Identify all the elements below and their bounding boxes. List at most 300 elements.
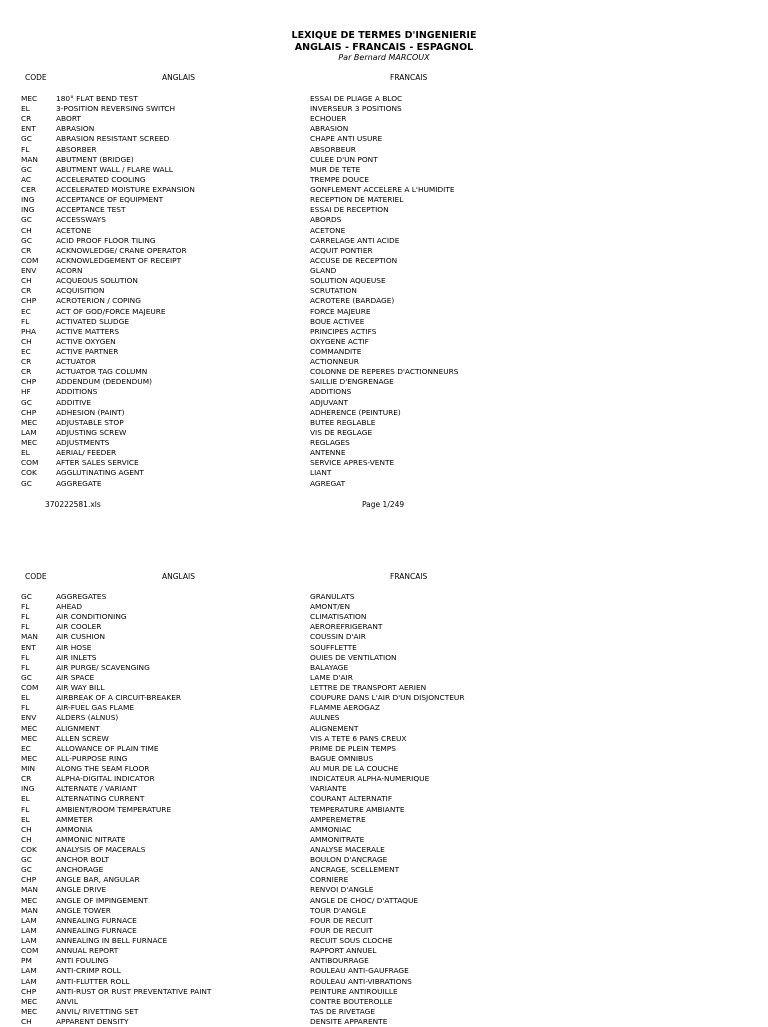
code-cell: CHP: [21, 875, 37, 885]
french-term-cell: SERVICE APRES-VENTE: [310, 458, 395, 468]
french-term-cell: FOUR DE RECUIT: [310, 925, 373, 935]
english-term-cell: ACTUATOR: [56, 357, 96, 367]
french-term-cell: ABORDS: [310, 215, 342, 225]
french-term-cell: ANALYSE MACERALE: [310, 845, 385, 854]
english-term-cell: ANGLE DRIVE: [56, 885, 107, 895]
glossary-row: [0, 286, 768, 296]
glossary-row: [0, 835, 768, 845]
french-term-cell: LIANT: [310, 468, 332, 478]
glossary-row: [0, 703, 768, 713]
glossary-row: [0, 855, 768, 865]
french-term-cell: LETTRE DE TRANSPORT AERIEN: [310, 683, 427, 693]
code-cell: LAM: [21, 966, 37, 976]
english-term-cell: ANNUAL REPORT: [56, 946, 119, 956]
glossary-row: [0, 134, 768, 144]
glossary-row: [0, 592, 768, 602]
code-cell: MEC: [21, 438, 38, 448]
english-term-cell: ACQUEOUS SOLUTION: [56, 276, 138, 286]
code-cell: FL: [21, 316, 30, 326]
english-term-cell: ANNEALING FURNACE: [56, 915, 137, 925]
glossary-row: [0, 693, 768, 703]
english-term-cell: AIR-FUEL GAS FLAME: [56, 703, 134, 713]
code-cell: CHP: [21, 296, 37, 306]
glossary-row: [0, 875, 768, 885]
code-cell: COK: [21, 845, 37, 854]
french-term-cell: GONFLEMENT ACCELERE A L'HUMIDITE: [310, 185, 455, 195]
glossary-row: [0, 307, 768, 317]
code-cell: CHP: [21, 986, 37, 996]
french-term-cell: SOLUTION AQUEUSE: [310, 276, 386, 286]
code-cell: GC: [21, 855, 32, 865]
french-term-cell: MUR DE TETE: [310, 164, 361, 174]
code-cell: EL: [21, 104, 30, 114]
french-term-cell: BUTEE REGLABLE: [310, 417, 376, 427]
glossary-row: [0, 815, 768, 825]
english-term-cell: ACETONE: [56, 225, 92, 235]
english-term-cell: ACCELERATED MOISTURE EXPANSION: [56, 185, 195, 195]
glossary-row: [0, 673, 768, 683]
footer-page-number: Page 1/249: [362, 500, 405, 509]
french-term-cell: AMMONIAC: [310, 824, 352, 834]
glossary-row: [0, 1017, 768, 1027]
code-cell: MEC: [21, 723, 38, 733]
code-cell: PHA: [21, 326, 37, 336]
glossary-row: [0, 632, 768, 642]
english-term-cell: AIR SPACE: [56, 672, 95, 682]
english-term-cell: ANVIL/ RIVETTING SET: [56, 1006, 139, 1016]
english-term-cell: ADJUSTING SCREW: [56, 427, 127, 437]
code-cell: MIN: [21, 764, 36, 774]
glossary-row: [0, 256, 768, 266]
code-cell: CR: [21, 245, 32, 255]
code-cell: EC: [21, 743, 31, 753]
code-cell: EC: [21, 347, 31, 356]
code-cell: ING: [21, 205, 35, 215]
english-term-cell: AIR CUSHION: [56, 632, 106, 642]
glossary-row: [0, 377, 768, 387]
english-term-cell: AMBIENT/ROOM TEMPERATURE: [56, 804, 172, 814]
english-term-cell: ANTI-FLUTTER ROLL: [56, 976, 130, 986]
french-term-cell: PRINCIPES ACTIFS: [310, 326, 377, 336]
english-term-cell: ANTI FOULING: [56, 956, 109, 966]
english-term-cell: ACKNOWLEDGE/ CRANE OPERATOR: [56, 245, 187, 255]
english-term-cell: 180° FLAT BEND TEST: [56, 94, 138, 103]
english-term-cell: ABRASION RESISTANT SCREED: [56, 134, 170, 144]
glossary-row: [0, 946, 768, 956]
code-cell: COK: [21, 468, 37, 478]
english-term-cell: 3-POSITION REVERSING SWITCH: [56, 104, 176, 114]
english-term-cell: ACTIVE OXYGEN: [56, 336, 116, 346]
english-term-cell: ACCELERATED COOLING: [56, 174, 146, 184]
french-term-cell: AEROREFRIGERANT: [310, 622, 383, 632]
code-cell: CER: [21, 185, 36, 195]
english-term-cell: ACCESSWAYS: [56, 215, 106, 225]
french-term-cell: ANGLE DE CHOC/ D'ATTAQUE: [310, 895, 419, 905]
french-term-cell: ANCRAGE, SCELLEMENT: [310, 865, 400, 875]
glossary-row: [0, 622, 768, 632]
english-term-cell: ALPHA-DIGITAL INDICATOR: [56, 774, 155, 784]
code-cell: CH: [21, 276, 32, 286]
french-term-cell: ADJUVANT: [310, 397, 349, 407]
english-term-cell: ALLEN SCREW: [56, 733, 109, 743]
code-cell: FL: [21, 612, 30, 622]
glossary-row: [0, 805, 768, 815]
french-term-cell: CULEE D'UN PONT: [310, 154, 378, 164]
glossary-row: [0, 347, 768, 357]
glossary-row: [0, 337, 768, 347]
french-term-cell: CLIMATISATION: [310, 612, 367, 622]
french-term-cell: TEMPERATURE AMBIANTE: [310, 804, 405, 814]
code-cell: GC: [21, 478, 32, 488]
glossary-row: [0, 387, 768, 397]
french-term-cell: COURANT ALTERNATIF: [310, 794, 393, 804]
glossary-row: [0, 774, 768, 784]
french-term-cell: AGREGAT: [310, 478, 346, 488]
code-cell: LAM: [21, 976, 37, 986]
french-term-cell: REGLAGES: [310, 438, 350, 448]
english-term-cell: APPARENT DENSITY: [56, 1017, 129, 1027]
french-term-cell: ACCUSE DE RECEPTION: [310, 255, 398, 265]
french-term-cell: BALAYAGE: [310, 662, 349, 672]
french-term-cell: COUPURE DANS L'AIR D'UN DISJONCTEUR: [310, 693, 465, 703]
column-header-english: ANGLAIS: [162, 73, 196, 82]
glossary-row: [0, 438, 768, 448]
glossary-row: [0, 906, 768, 916]
english-term-cell: ANALYSIS OF MACERALS: [56, 845, 146, 854]
column-header-french-page-2: FRANCAIS: [390, 572, 428, 581]
english-term-cell: AIR COOLER: [56, 622, 102, 632]
footer-file-name: 370222581.xls: [45, 500, 101, 509]
french-term-cell: SOUFFLETTE: [310, 642, 357, 652]
glossary-row: [0, 602, 768, 612]
code-cell: EC: [21, 306, 31, 316]
french-term-cell: GRANULATS: [310, 592, 355, 601]
document-title: LEXIQUE DE TERMES D'INGENIERIE: [291, 30, 477, 41]
code-cell: CH: [21, 336, 32, 346]
code-cell: CR: [21, 286, 32, 296]
column-header-english-page-2: ANGLAIS: [162, 572, 196, 581]
code-cell: FL: [21, 144, 30, 154]
code-cell: FL: [21, 602, 30, 612]
code-cell: GC: [21, 592, 32, 601]
english-term-cell: ACTIVE PARTNER: [56, 347, 119, 356]
glossary-row: [0, 754, 768, 764]
code-cell: EL: [21, 693, 30, 703]
french-term-cell: FORCE MAJEURE: [310, 306, 371, 316]
french-term-cell: ALIGNEMENT: [310, 723, 359, 733]
english-term-cell: ACTUATOR TAG COLUMN: [56, 367, 148, 377]
french-term-cell: FOUR DE RECUIT: [310, 915, 373, 925]
french-term-cell: AMONT/EN: [310, 602, 350, 612]
english-term-cell: AERIAL/ FEEDER: [56, 448, 117, 458]
code-cell: EL: [21, 814, 30, 824]
glossary-row: [0, 408, 768, 418]
code-cell: GC: [21, 672, 32, 682]
code-cell: MEC: [21, 417, 38, 427]
french-term-cell: BAGUE OMNIBUS: [310, 753, 374, 763]
glossary-row: [0, 458, 768, 468]
english-term-cell: ACORN: [56, 266, 83, 276]
english-term-cell: ANTI-CRIMP ROLL: [56, 966, 121, 976]
code-cell: MAN: [21, 632, 38, 642]
glossary-row: [0, 226, 768, 236]
column-header-code: CODE: [25, 73, 47, 82]
code-cell: LAM: [21, 925, 37, 935]
glossary-row: [0, 357, 768, 367]
glossary-row: [0, 734, 768, 744]
glossary-row: [0, 794, 768, 804]
glossary-row: [0, 165, 768, 175]
glossary-row: [0, 936, 768, 946]
code-cell: CH: [21, 834, 32, 844]
french-term-cell: AU MUR DE LA COUCHE: [310, 764, 399, 774]
french-term-cell: RAPPORT ANNUEL: [310, 946, 377, 956]
code-cell: FL: [21, 652, 30, 662]
french-term-cell: CHAPE ANTI USURE: [310, 134, 383, 144]
column-header-code-page-2: CODE: [25, 572, 47, 581]
glossary-row: [0, 663, 768, 673]
french-term-cell: RECEPTION DE MATERIEL: [310, 195, 404, 205]
english-term-cell: ANNEALING IN BELL FURNACE: [56, 936, 168, 946]
code-cell: ING: [21, 195, 35, 205]
english-term-cell: AIR CONDITIONING: [56, 612, 127, 622]
glossary-row: [0, 885, 768, 895]
glossary-row: [0, 94, 768, 104]
code-cell: FL: [21, 703, 30, 713]
code-cell: COM: [21, 683, 39, 693]
french-term-cell: COLONNE DE REPERES D'ACTIONNEURS: [310, 367, 459, 377]
code-cell: MEC: [21, 996, 38, 1006]
code-cell: COM: [21, 255, 39, 265]
glossary-row: [0, 317, 768, 327]
code-cell: ENV: [21, 713, 37, 723]
code-cell: ENT: [21, 642, 36, 652]
glossary-row: [0, 926, 768, 936]
code-cell: CR: [21, 774, 32, 784]
glossary-row: [0, 713, 768, 723]
french-term-cell: CARRELAGE ANTI ACIDE: [310, 235, 400, 245]
glossary-row: [0, 724, 768, 734]
english-term-cell: AGGREGATE: [56, 478, 102, 488]
english-term-cell: ACTIVATED SLUDGE: [56, 316, 130, 326]
french-term-cell: GLAND: [310, 266, 337, 276]
english-term-cell: ANTI-RUST OR RUST PREVENTATIVE PAINT: [56, 986, 212, 996]
english-term-cell: ABSORBER: [56, 144, 97, 154]
code-cell: CR: [21, 114, 32, 124]
glossary-row: [0, 266, 768, 276]
english-term-cell: ADDITIONS: [56, 387, 98, 397]
english-term-cell: AIR HOSE: [56, 642, 92, 652]
code-cell: COM: [21, 946, 39, 956]
code-cell: GC: [21, 865, 32, 875]
glossary-row: [0, 114, 768, 124]
french-term-cell: ROULEAU ANTI-GAUFRAGE: [310, 966, 409, 976]
code-cell: COM: [21, 458, 39, 468]
code-cell: EL: [21, 448, 30, 458]
code-cell: CH: [21, 1017, 32, 1027]
code-cell: MAN: [21, 905, 38, 915]
code-cell: LAM: [21, 936, 37, 946]
english-term-cell: AGGREGATES: [56, 592, 107, 601]
english-term-cell: AIR WAY BILL: [56, 683, 105, 693]
english-term-cell: AIR PURGE/ SCAVENGING: [56, 662, 150, 672]
english-term-cell: ADDITIVE: [56, 397, 92, 407]
french-term-cell: RENVOI D'ANGLE: [310, 885, 374, 895]
glossary-row: [0, 418, 768, 428]
french-term-cell: ANTENNE: [310, 448, 346, 458]
code-cell: LAM: [21, 427, 37, 437]
glossary-row: [0, 155, 768, 165]
code-cell: MEC: [21, 753, 38, 763]
glossary-row: [0, 896, 768, 906]
english-term-cell: ADJUSTMENTS: [56, 438, 110, 448]
glossary-row: [0, 784, 768, 794]
glossary-row: [0, 744, 768, 754]
english-term-cell: ALTERNATING CURRENT: [56, 794, 145, 804]
english-term-cell: ACQUISITION: [56, 286, 105, 296]
glossary-row: [0, 865, 768, 875]
english-term-cell: ALTERNATE / VARIANT: [56, 784, 137, 794]
code-cell: GC: [21, 164, 32, 174]
french-term-cell: ACTIONNEUR: [310, 357, 359, 367]
english-term-cell: ABRASION: [56, 124, 95, 134]
column-header-french: FRANCAIS: [390, 73, 428, 82]
english-term-cell: ADJUSTABLE STOP: [56, 417, 124, 427]
code-cell: CH: [21, 225, 32, 235]
french-term-cell: ACETONE: [310, 225, 346, 235]
code-cell: ENT: [21, 124, 36, 134]
code-cell: CR: [21, 367, 32, 377]
english-term-cell: ANCHOR BOLT: [56, 855, 109, 865]
french-term-cell: PRIME DE PLEIN TEMPS: [310, 743, 396, 753]
english-term-cell: ACROTERION / COPING: [56, 296, 141, 306]
glossary-row: [0, 327, 768, 337]
french-term-cell: COMMANDITE: [310, 347, 362, 356]
glossary-row: [0, 997, 768, 1007]
french-term-cell: TREMPE DOUCE: [310, 174, 369, 184]
glossary-row: [0, 185, 768, 195]
french-term-cell: AULNES: [310, 713, 340, 723]
code-cell: CH: [21, 824, 32, 834]
french-term-cell: ROULEAU ANTI-VIBRATIONS: [310, 976, 412, 986]
glossary-row: [0, 468, 768, 478]
glossary-row: [0, 124, 768, 134]
glossary-row: [0, 653, 768, 663]
english-term-cell: ALL-PURPOSE RING: [56, 753, 128, 763]
english-term-cell: ACT OF GOD/FORCE MAJEURE: [56, 306, 166, 316]
glossary-row: [0, 215, 768, 225]
french-term-cell: AMMONITRATE: [310, 834, 365, 844]
french-term-cell: OUIES DE VENTILATION: [310, 652, 397, 662]
code-cell: EL: [21, 794, 30, 804]
french-term-cell: RECUIT SOUS CLOCHE: [310, 936, 393, 946]
code-cell: MEC: [21, 895, 38, 905]
english-term-cell: ANGLE TOWER: [56, 905, 111, 915]
glossary-row: [0, 916, 768, 926]
glossary-row: [0, 612, 768, 622]
glossary-row: [0, 428, 768, 438]
english-term-cell: ACCEPTANCE OF EQUIPMENT: [56, 195, 164, 205]
english-term-cell: ALLOWANCE OF PLAIN TIME: [56, 743, 159, 753]
english-term-cell: ALIGNMENT: [56, 723, 100, 733]
code-cell: LAM: [21, 915, 37, 925]
code-cell: ING: [21, 784, 35, 794]
glossary-row: [0, 205, 768, 215]
english-term-cell: ACTIVE MATTERS: [56, 326, 120, 336]
english-term-cell: AFTER SALES SERVICE: [56, 458, 139, 468]
french-term-cell: VIS DE REGLAGE: [310, 427, 373, 437]
english-term-cell: AMMONIA: [56, 824, 93, 834]
glossary-row: [0, 276, 768, 286]
french-term-cell: VARIANTE: [310, 784, 347, 794]
glossary-row: [0, 643, 768, 653]
english-term-cell: AMMONIC NITRATE: [56, 834, 126, 844]
french-term-cell: CORNIERE: [310, 875, 349, 885]
glossary-row: [0, 956, 768, 966]
code-cell: AC: [21, 174, 32, 184]
glossary-row: [0, 296, 768, 306]
code-cell: FL: [21, 662, 30, 672]
code-cell: HF: [21, 387, 31, 397]
code-cell: FL: [21, 804, 30, 814]
french-term-cell: ANTIBOURRAGE: [310, 956, 369, 966]
english-term-cell: ANGLE OF IMPINGEMENT: [56, 895, 149, 905]
code-cell: MAN: [21, 154, 38, 164]
french-term-cell: ESSAI DE PLIAGE A BLOC: [310, 94, 403, 103]
glossary-row: [0, 398, 768, 408]
code-cell: GC: [21, 397, 32, 407]
english-term-cell: ADDENDUM (DEDENDUM): [56, 377, 152, 387]
french-term-cell: TOUR D'ANGLE: [310, 905, 367, 915]
english-term-cell: ACCEPTANCE TEST: [56, 205, 126, 215]
english-term-cell: ACID PROOF FLOOR TILING: [56, 235, 156, 245]
glossary-row: [0, 845, 768, 855]
french-term-cell: ACROTERE (BARDAGE): [310, 296, 395, 306]
glossary-row: [0, 683, 768, 693]
glossary-row: [0, 764, 768, 774]
french-term-cell: LAME D'AIR: [310, 672, 353, 682]
french-term-cell: INVERSEUR 3 POSITIONS: [310, 104, 402, 114]
english-term-cell: ABUTMENT WALL / FLARE WALL: [56, 164, 173, 174]
french-term-cell: DENSITE APPARENTE: [310, 1017, 388, 1027]
glossary-row: [0, 966, 768, 976]
french-term-cell: VIS A TETE 6 PANS CREUX: [310, 733, 407, 743]
code-cell: PM: [21, 956, 32, 966]
code-cell: GC: [21, 235, 32, 245]
french-term-cell: AMPEREMETRE: [310, 814, 366, 824]
french-term-cell: ABSORBEUR: [310, 144, 356, 154]
french-term-cell: SAILLIE D'ENGRENAGE: [310, 377, 394, 387]
english-term-cell: ANCHORAGE: [56, 865, 104, 875]
document-author: Par Bernard MARCOUX: [338, 53, 430, 62]
french-term-cell: ESSAI DE RECEPTION: [310, 205, 389, 215]
english-term-cell: ANGLE BAR, ANGULAR: [56, 875, 140, 885]
french-term-cell: ADHERENCE (PEINTURE): [310, 407, 401, 417]
english-term-cell: ACKNOWLEDGEMENT OF RECEIPT: [56, 255, 182, 265]
french-term-cell: TAS DE RIVETAGE: [310, 1006, 376, 1016]
code-cell: MEC: [21, 733, 38, 743]
french-term-cell: INDICATEUR ALPHA-NUMERIQUE: [310, 774, 430, 784]
glossary-row: [0, 977, 768, 987]
french-term-cell: CONTRE BOUTEROLLE: [310, 996, 393, 1006]
french-term-cell: BOULON D'ANCRAGE: [310, 855, 388, 865]
english-term-cell: ANVIL: [56, 996, 78, 1006]
code-cell: ENV: [21, 266, 37, 276]
english-term-cell: AIR INLETS: [56, 652, 97, 662]
code-cell: GC: [21, 134, 32, 144]
code-cell: MEC: [21, 94, 38, 103]
glossary-row: [0, 236, 768, 246]
